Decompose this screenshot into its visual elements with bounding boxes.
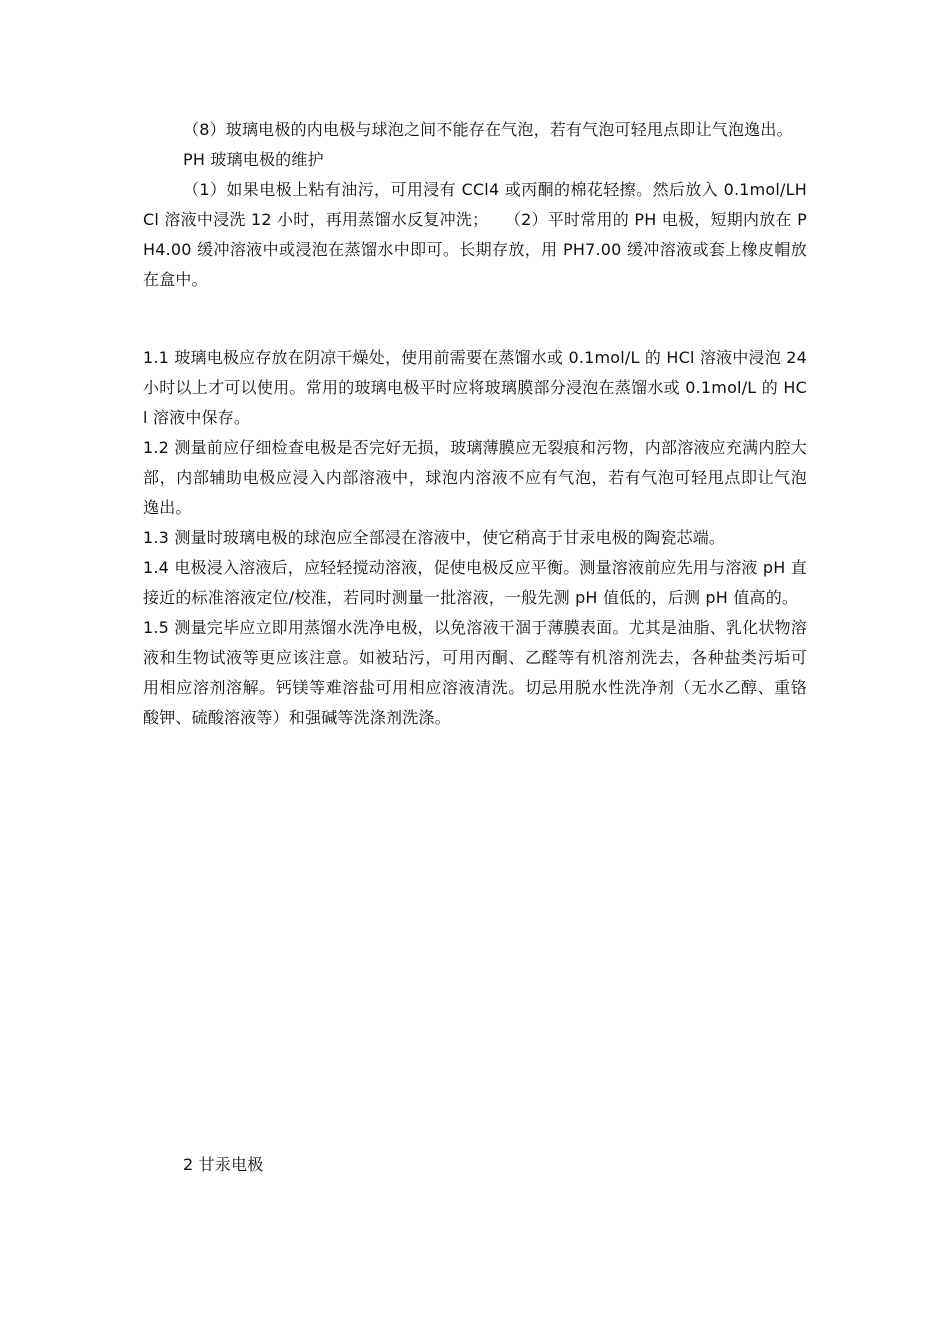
paragraph-1-2: 1.2 测量前应仔细检查电极是否完好无损，玻璃薄膜应无裂痕和污物，内部溶液应充满内腔大部，内部辅助电极应浸入内部溶液中，球泡内溶液不应有气泡，若有气泡可轻甩点即让气泡逸出。 xyxy=(143,438,807,517)
maintenance-heading: PH 玻璃电极的维护 xyxy=(183,150,324,169)
paragraph-1-1: 1.1 玻璃电极应存放在阴凉干燥处，使用前需要在蒸馏水或 0.1mol/L 的 HCl 溶液中浸泡 24 小时以上才可以使用。常用的玻璃电极平时应将玻璃膜部分浸泡在蒸馏水或 0.1mol/L 的 HCl 溶液中保存。 xyxy=(143,348,807,427)
paragraph-maintenance: （1）如果电极上粘有油污，可用浸有 CCl4 或丙酮的棉花轻擦。然后放入 0.1mol/LHCl 溶液中浸洗 12 小时，再用蒸馏水反复冲洗； （2）平时常用的 PH 电极，短期内放在 PH4.00 缓冲溶液中或浸泡在蒸馏水中即可。长期存放，用 PH7.00 缓冲溶液或套上橡皮帽放在盒中。 xyxy=(143,180,807,289)
paragraph-item-8: （8）玻璃电极的内电极与球泡之间不能存在气泡，若有气泡可轻甩点即让气泡逸出。 xyxy=(183,120,793,139)
paragraph-1-3: 1.3 测量时玻璃电极的球泡应全部浸在溶液中，使它稍高于甘汞电极的陶瓷芯端。 xyxy=(143,528,726,547)
paragraph-1-5: 1.5 测量完毕应立即用蒸馏水洗净电极，以免溶液干涸于薄膜表面。尤其是油脂、乳化状物溶液和生物试液等更应该注意。如被玷污，可用丙酮、乙醛等有机溶剂洗去，各种盐类污垢可用相应溶剂溶解。钙镁等难溶盐可用相应溶液清洗。切忌用脱水性洗净剂（无水乙醇、重铬酸钾、硫酸溶液等）和强碱等洗涤剂洗涤。 xyxy=(143,618,807,727)
section-heading-2: 2 甘汞电极 xyxy=(183,1155,264,1174)
calomel-section xyxy=(143,1150,807,1180)
maintenance-section xyxy=(143,115,807,295)
paragraph-1-4: 1.4 电极浸入溶液后，应轻轻搅动溶液，促使电极反应平衡。测量溶液前应先用与溶液 pH 直接近的标准溶液定位/校准，若同时测量一批溶液，一般先测 pH 值低的，后测 pH 值高的。 xyxy=(143,558,807,607)
numbered-guidelines xyxy=(143,343,807,733)
